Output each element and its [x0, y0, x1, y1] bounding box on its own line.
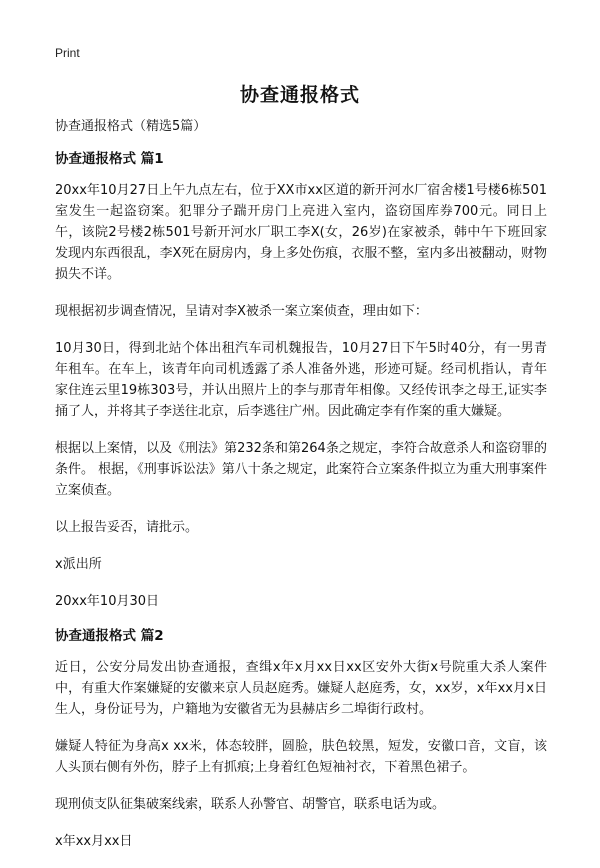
signature-date: x年xx月xx日 — [55, 834, 133, 849]
paragraph: 10月30日，得到北站个体出租汽车司机魏报告，10月27日下午5时40分，有一男青年租车。在车上，该青年向司机透露了杀人准备外逃，形迹可疑。经司机指认，青年家住连云里19栋303号，并认出照片上的李与那青年相像。又经传讯李之母王,证实李捅了人，并将其子李送往北京，后李逃往广州。因此确定李有作案的重大嫌疑。 — [55, 341, 547, 419]
signature-unit: x派出所 — [55, 557, 102, 572]
document-title: 协查通报格式 — [239, 84, 360, 106]
document-body — [55, 116, 547, 868]
paragraph: 以上报告妥否，请批示。 — [55, 520, 199, 535]
section-heading: 协查通报格式 篇1 — [55, 151, 164, 167]
document-subtitle: 协查通报格式（精选5篇） — [55, 119, 207, 134]
section-heading: 协查通报格式 篇2 — [55, 628, 164, 644]
paragraph: 现刑侦支队征集破案线索，联系人孙警官、胡警官，联系电话为或。 — [55, 797, 446, 812]
paragraph: 根据以上案情，以及《刑法》第232条和第264条之规定，李符合故意杀人和盗窃罪的条件。 根据，《刑事诉讼法》第八十条之规定，此案符合立案条件拟立为重大刑事案件立案侦查。 — [55, 441, 547, 498]
paragraph: 近日，公安分局发出协查通报，查缉x年x月xx日xx区安外大街x号院重大杀人案件中，有重大作案嫌疑的安徽来京人员赵庭秀。嫌疑人赵庭秀，女，xx岁，x年xx月x日生人，身份证号为，户籍地为安徽省无为县赫店乡二埠街行政村。 — [55, 660, 547, 717]
paragraph: 现根据初步调查情况，呈请对李X被杀一案立案侦查，理由如下： — [55, 304, 428, 319]
signature-date: 20xx年10月30日 — [55, 594, 160, 609]
paragraph: 20xx年10月27日上午九点左右，位于XX市xx区道的新开河水厂宿舍楼1号楼6栋501室发生一起盗窃案。犯罪分子踹开房门上亮进入室内，盗窃国库券700元。同日上午，该院2号楼2栋501号新开河水厂职工李X(女，26岁)在家被杀，韩中午下班回家发现内东西很乱，李X死在厨房内，身上多处伤痕，衣服不整，室内多出被翻动，财物损失不详。 — [55, 183, 547, 282]
print-label: Print — [55, 46, 80, 60]
paragraph: 嫌疑人特征为身高x xx米，体态较胖，圆脸，肤色较黑，短发，安徽口音，文盲，该人头顶右侧有外伤，脖子上有抓痕;上身着红色短袖衬衣，下着黑色裙子。 — [55, 739, 547, 775]
